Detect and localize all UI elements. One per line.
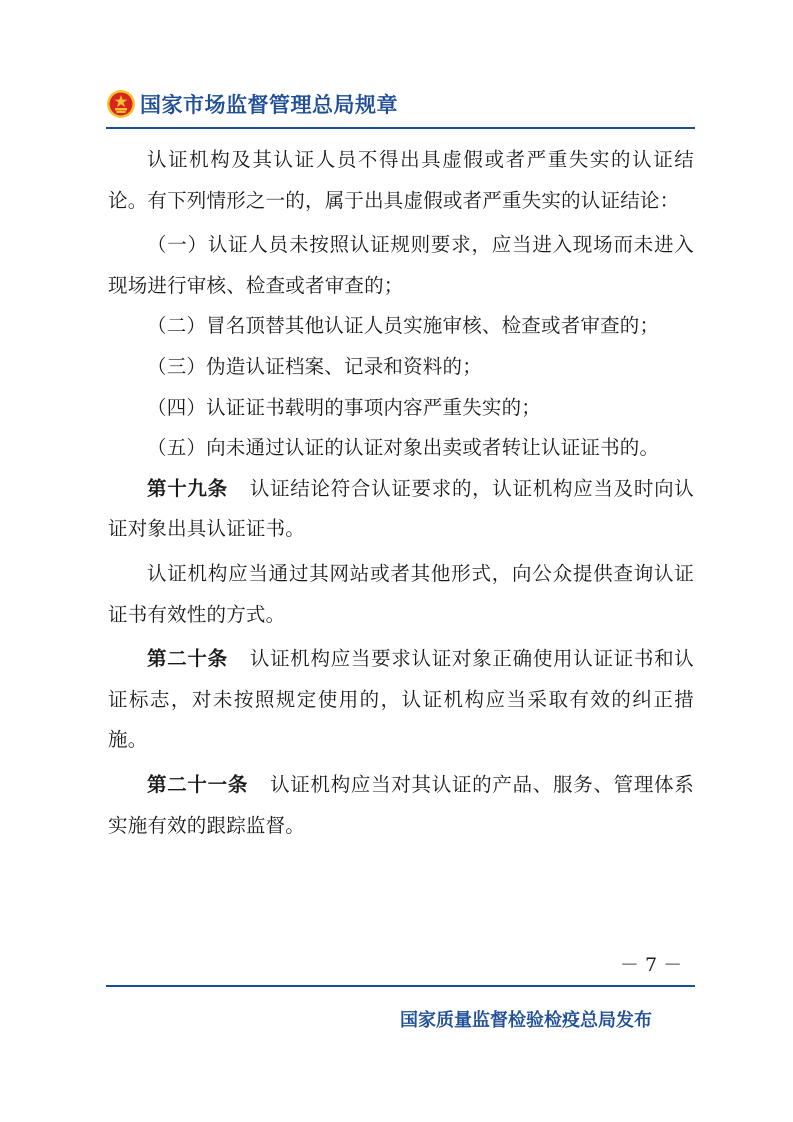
list-item-1: （一）认证人员未按照认证规则要求，应当进入现场而未进入现场进行审核、检查或者审查的； — [108, 233, 694, 297]
footer-divider — [106, 985, 695, 987]
article-21-label: 第二十一条 — [147, 772, 249, 796]
paragraph-false-conclusion: 认证机构及其认证人员不得出具虚假或者严重失实的认证结论。有下列情形之一的，属于出具虚假或者严重失实的认证结论： — [108, 148, 694, 212]
article-20-text: 认证机构应当要求认证对象正确使用认证证书和认证标志，对未按照规定使用的，认证机构应当采取有效的纠正措施。 — [108, 647, 694, 752]
national-emblem-icon — [106, 89, 136, 119]
article-19 — [108, 469, 694, 550]
article-19-label: 第十九条 — [147, 476, 228, 500]
list-item-3: （三）伪造认证档案、记录和资料的； — [147, 354, 482, 378]
article-21-text: 认证机构应当对其认证的产品、服务、管理体系实施有效的跟踪监督。 — [108, 772, 694, 837]
paragraph-website: 认证机构应当通过其网站或者其他形式，向公众提供查询认证证书有效性的方式。 — [108, 561, 694, 626]
footer-publisher: 国家质量监督检验检疫总局发布 — [400, 1010, 652, 1031]
document-body — [108, 140, 694, 846]
header-divider — [106, 127, 695, 129]
list-item-4: （四）认证证书载明的事项内容严重失实的； — [147, 395, 542, 419]
article-20 — [108, 639, 694, 761]
list-item-2: （二）冒名顶替其他认证人员实施审核、检查或者审查的； — [147, 314, 660, 338]
article-19-text: 认证结论符合认证要求的，认证机构应当及时向认证对象出具认证证书。 — [108, 476, 694, 541]
article-21 — [108, 765, 694, 846]
header-title: 国家市场监督管理总局规章 — [140, 93, 398, 117]
article-20-label: 第二十条 — [147, 647, 228, 671]
page-header — [106, 84, 398, 124]
list-item-5: （五）向未通过认证的认证对象出卖或者转让认证证书的。 — [147, 436, 660, 460]
page-number: － 7 － — [620, 954, 683, 976]
